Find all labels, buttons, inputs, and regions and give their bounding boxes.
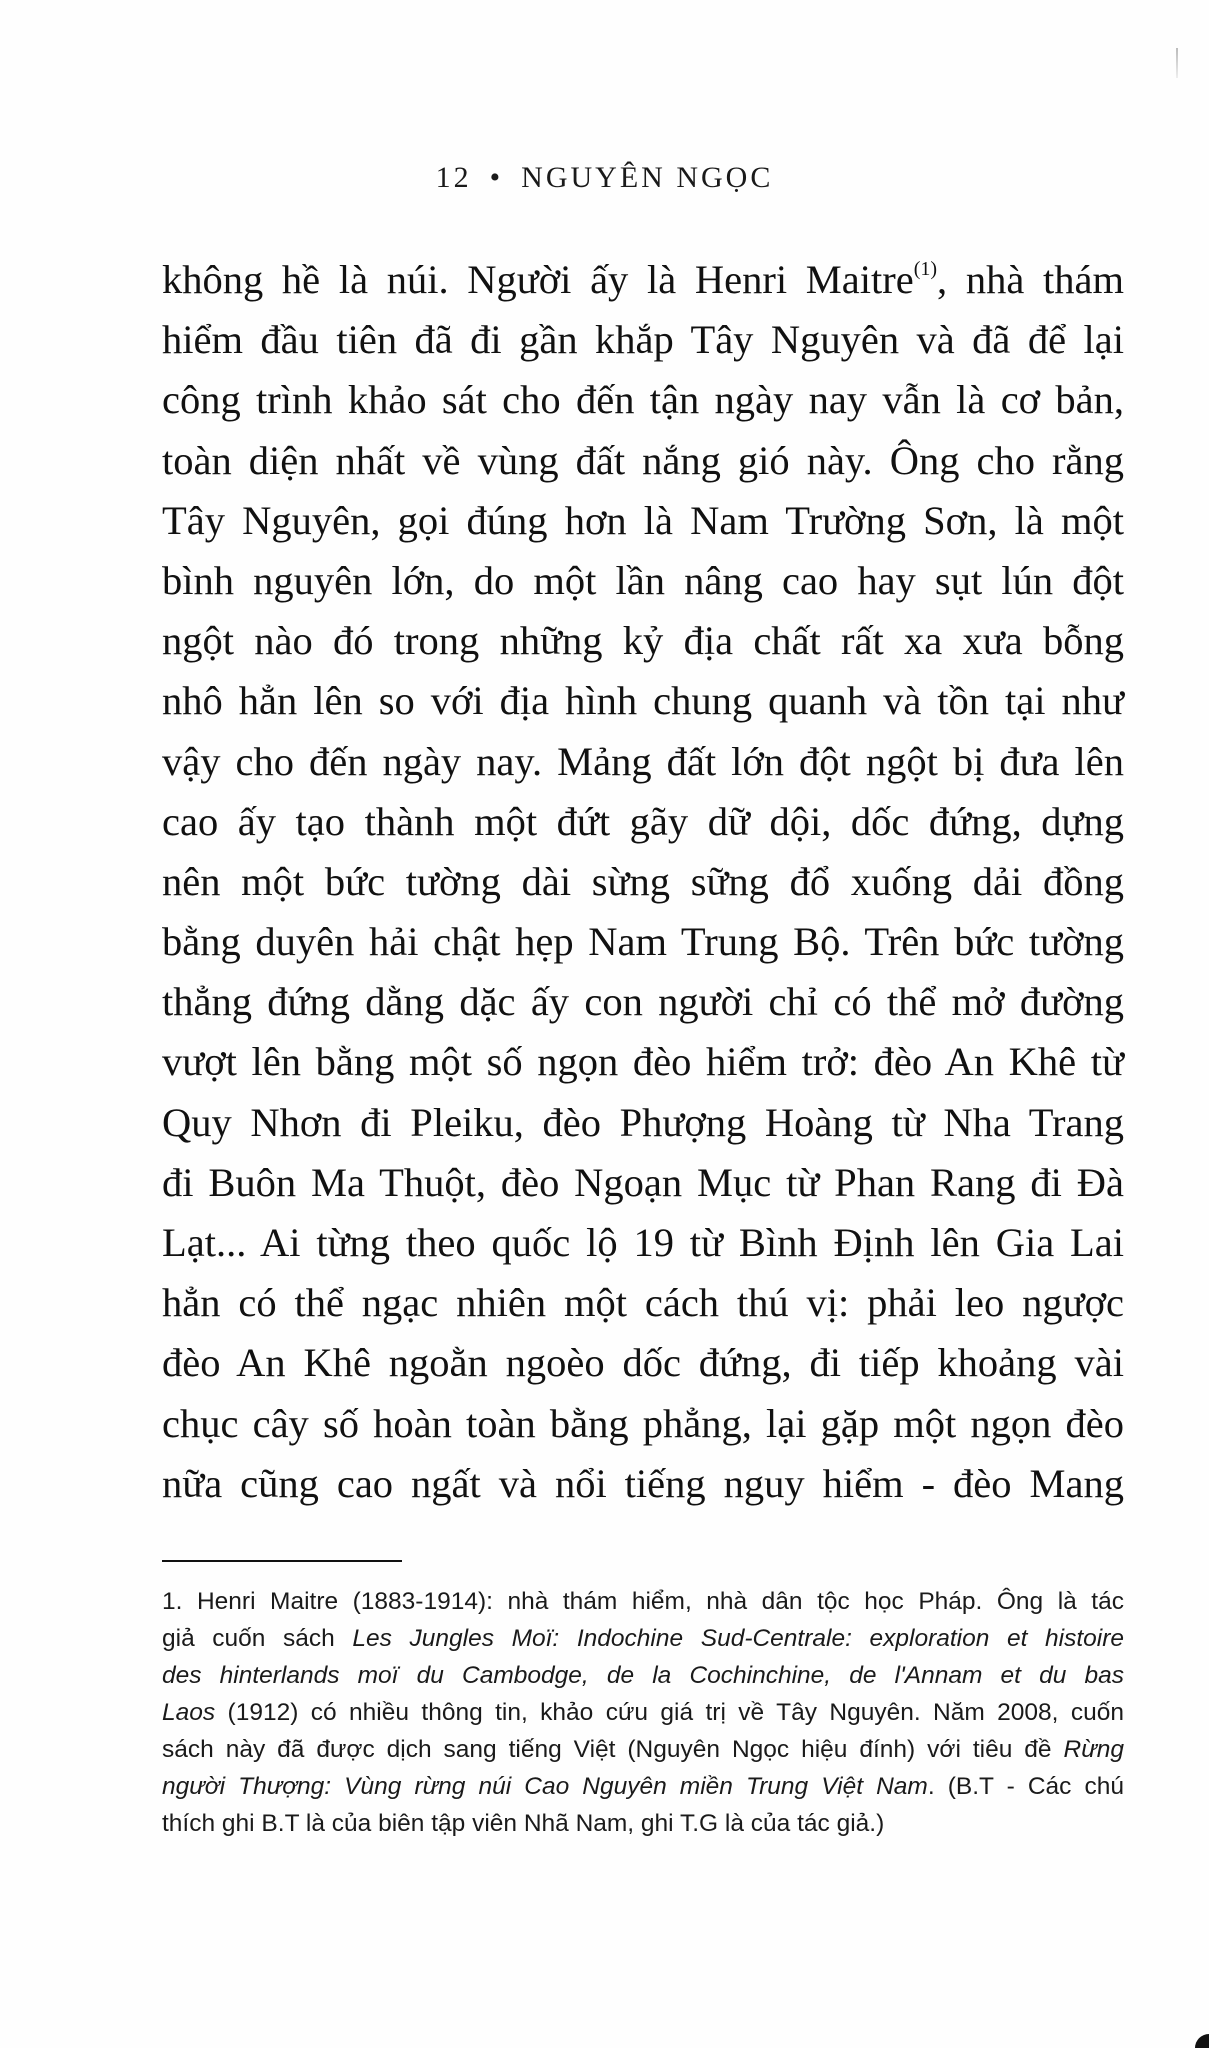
body-line: chục cây số hoàn toàn bằng phẳng, lại gặp một ngọn đèo	[162, 1400, 1124, 1446]
footnote-text: . (B.T - Các chú	[927, 1773, 1125, 1800]
footnote-reference: (1)	[913, 258, 938, 280]
body-line: cao ấy tạo thành một đứt gãy dữ dội, dốc đứng, dựng	[162, 798, 1124, 844]
scan-corner-mark	[1195, 2034, 1209, 2048]
footnote-line	[162, 1805, 1124, 1842]
footnote-text: sách này đã được dịch sang tiếng Việt (Nguyên Ngọc hiệu đính) với tiêu đề	[162, 1736, 1064, 1763]
scan-edge-mark	[1176, 48, 1178, 78]
body-line: đi Buôn Ma Thuột, đèo Ngoạn Mục từ Phan Rang đi Đà	[162, 1159, 1124, 1205]
body-line: bình nguyên lớn, do một lần nâng cao hay sụt lún đột	[162, 557, 1124, 603]
footnote-italic-text: người Thượng: Vùng rừng núi Cao Nguyên miền Trung Việt Nam	[162, 1773, 928, 1800]
footnote-text: 1. Henri Maitre (1883-1914): nhà thám hiểm, nhà dân tộc học Pháp. Ông là tác	[162, 1588, 1124, 1615]
header-separator: •	[489, 161, 504, 194]
footnote-text: thích ghi B.T là của biên tập viên Nhã Nam, ghi T.G là của tác giả.)	[162, 1810, 885, 1837]
body-line: thẳng đứng dằng dặc ấy con người chỉ có thể mở đường	[162, 979, 1124, 1025]
body-line: toàn diện nhất về vùng đất nắng gió này. Ông cho rằng	[162, 437, 1124, 483]
body-line: công trình khảo sát cho đến tận ngày nay vẫn là cơ bản,	[162, 377, 1124, 423]
author-name: NGUYÊN NGỌC	[521, 161, 774, 194]
body-paragraph	[162, 250, 1124, 1514]
body-line: không hề là núi. Người ấy là Henri Maitre$^{(1)}$, nhà thám	[162, 257, 1124, 302]
footnote-line	[162, 1731, 1124, 1768]
running-header	[0, 161, 1209, 195]
footnote-text: giả cuốn sách	[162, 1625, 353, 1652]
footnote-line	[162, 1694, 1124, 1731]
body-line: Tây Nguyên, gọi đúng hơn là Nam Trường Sơn, là một	[162, 497, 1124, 543]
footnote-divider	[162, 1560, 402, 1562]
body-line: vượt lên bằng một số ngọn đèo hiểm trở: đèo An Khê từ	[162, 1039, 1124, 1085]
body-line: hẳn có thể ngạc nhiên một cách thú vị: phải leo ngược	[162, 1280, 1124, 1326]
footnote-text: (1912) có nhiều thông tin, khảo cứu giá trị về Tây Nguyên. Năm 2008, cuốn	[215, 1699, 1124, 1726]
footnote-italic-text: Rừng	[1063, 1736, 1124, 1763]
footnote-line	[162, 1583, 1124, 1620]
body-line: đèo An Khê ngoằn ngoèo dốc đứng, đi tiếp khoảng vài	[162, 1340, 1124, 1386]
footnote-italic-text: Les Jungles Moï: Indochine Sud-Centrale: exploration et histoire	[352, 1625, 1124, 1652]
footnote-line	[162, 1657, 1124, 1694]
body-line: bằng duyên hải chật hẹp Nam Trung Bộ. Trên bức tường	[162, 919, 1124, 965]
body-line: hiểm đầu tiên đã đi gần khắp Tây Nguyên và đã để lại	[162, 317, 1124, 363]
footnote-italic-text: Laos	[162, 1699, 216, 1726]
body-line: Quy Nhơn đi Pleiku, đèo Phượng Hoàng từ Nha Trang	[162, 1099, 1124, 1145]
footnote-italic-text: des hinterlands moï du Cambodge, de la Cochinchine, de l'Annam et du bas	[162, 1662, 1124, 1689]
body-line: nữa cũng cao ngất và nổi tiếng nguy hiểm - đèo Mang	[162, 1460, 1124, 1506]
body-line: vậy cho đến ngày nay. Mảng đất lớn đột ngột bị đưa lên	[162, 738, 1124, 784]
page-number: 12	[435, 161, 472, 194]
footnote-block	[162, 1583, 1124, 1842]
footnote-line	[162, 1620, 1124, 1657]
body-line: ngột nào đó trong những kỷ địa chất rất xa xưa bỗng	[162, 618, 1124, 664]
body-line: Lạt... Ai từng theo quốc lộ 19 từ Bình Định lên Gia Lai	[162, 1220, 1124, 1265]
body-line: nhô hẳn lên so với địa hình chung quanh và tồn tại như	[162, 678, 1124, 724]
body-line: nên một bức tường dài sừng sững đổ xuống dải đồng	[162, 858, 1124, 904]
footnote-line	[162, 1768, 1124, 1805]
